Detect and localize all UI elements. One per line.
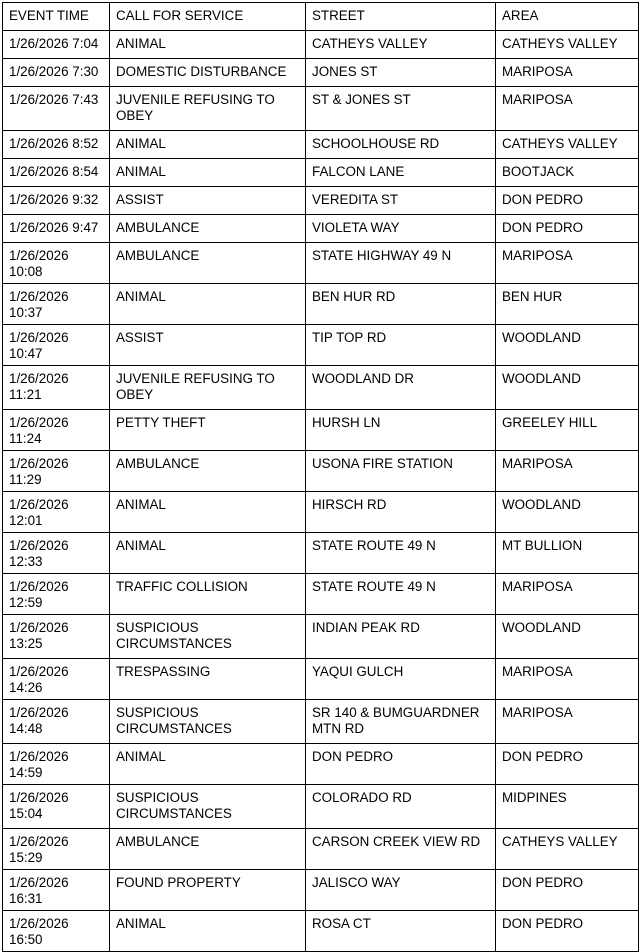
street-cell: INDIAN PEAK RD (306, 615, 496, 659)
street-cell: VIOLETA WAY (306, 215, 496, 243)
area-cell: MARIPOSA (496, 243, 639, 284)
call-type-cell: ANIMAL (110, 159, 306, 187)
event-time-cell: 1/26/2026 9:32 (3, 187, 110, 215)
column-header-call-for-service: CALL FOR SERVICE (110, 3, 306, 31)
area-cell: GREELEY HILL (496, 410, 639, 451)
table-row (3, 410, 639, 451)
street-cell: SR 140 & BUMGUARDNER MTN RD (306, 700, 496, 744)
area-cell: WOODLAND (496, 325, 639, 366)
area-cell: MARIPOSA (496, 659, 639, 700)
call-type-cell: SUSPICIOUS CIRCUMSTANCES (110, 700, 306, 744)
call-type-cell: FOUND PROPERTY (110, 870, 306, 911)
event-time-cell: 1/26/2026 13:25 (3, 615, 110, 659)
event-time-cell: 1/26/2026 7:30 (3, 59, 110, 87)
area-cell: CATHEYS VALLEY (496, 31, 639, 59)
event-time-cell: 1/26/2026 15:04 (3, 785, 110, 829)
street-cell: CATHEYS VALLEY (306, 31, 496, 59)
table-row (3, 159, 639, 187)
event-time-cell: 1/26/2026 16:31 (3, 870, 110, 911)
area-cell: DON PEDRO (496, 215, 639, 243)
table-row (3, 325, 639, 366)
call-type-cell: ANIMAL (110, 492, 306, 533)
table-header (3, 3, 639, 31)
street-cell: USONA FIRE STATION (306, 451, 496, 492)
call-type-cell: AMBULANCE (110, 243, 306, 284)
street-cell: JALISCO WAY (306, 870, 496, 911)
table-row (3, 87, 639, 131)
table-row (3, 492, 639, 533)
area-cell: DON PEDRO (496, 911, 639, 952)
area-cell: MARIPOSA (496, 451, 639, 492)
table-row (3, 366, 639, 410)
column-header-street: STREET (306, 3, 496, 31)
call-type-cell: DOMESTIC DISTURBANCE (110, 59, 306, 87)
event-time-cell: 1/26/2026 14:48 (3, 700, 110, 744)
event-time-cell: 1/26/2026 11:29 (3, 451, 110, 492)
call-type-cell: ANIMAL (110, 911, 306, 952)
call-type-cell: SUSPICIOUS CIRCUMSTANCES (110, 785, 306, 829)
table-row (3, 744, 639, 785)
header-row (3, 3, 639, 31)
call-type-cell: TRAFFIC COLLISION (110, 574, 306, 615)
area-cell: BOOTJACK (496, 159, 639, 187)
call-type-cell: ANIMAL (110, 131, 306, 159)
table-row (3, 829, 639, 870)
area-cell: MARIPOSA (496, 574, 639, 615)
street-cell: JONES ST (306, 59, 496, 87)
event-time-cell: 1/26/2026 14:26 (3, 659, 110, 700)
call-type-cell: PETTY THEFT (110, 410, 306, 451)
street-cell: WOODLAND DR (306, 366, 496, 410)
street-cell: FALCON LANE (306, 159, 496, 187)
table-row (3, 284, 639, 325)
call-type-cell: SUSPICIOUS CIRCUMSTANCES (110, 615, 306, 659)
event-time-cell: 1/26/2026 12:01 (3, 492, 110, 533)
street-cell: COLORADO RD (306, 785, 496, 829)
call-type-cell: ANIMAL (110, 284, 306, 325)
table-row (3, 700, 639, 744)
table-row (3, 785, 639, 829)
event-time-cell: 1/26/2026 8:52 (3, 131, 110, 159)
event-time-cell: 1/26/2026 10:47 (3, 325, 110, 366)
column-header-area: AREA (496, 3, 639, 31)
street-cell: CARSON CREEK VIEW RD (306, 829, 496, 870)
event-time-cell: 1/26/2026 15:29 (3, 829, 110, 870)
call-type-cell: TRESPASSING (110, 659, 306, 700)
event-time-cell: 1/26/2026 11:24 (3, 410, 110, 451)
table-row (3, 243, 639, 284)
event-time-cell: 1/26/2026 16:50 (3, 911, 110, 952)
event-time-cell: 1/26/2026 12:33 (3, 533, 110, 574)
table-body (3, 31, 639, 952)
table-row (3, 451, 639, 492)
call-type-cell: JUVENILE REFUSING TO OBEY (110, 87, 306, 131)
table-row (3, 131, 639, 159)
call-type-cell: ANIMAL (110, 31, 306, 59)
area-cell: MARIPOSA (496, 59, 639, 87)
area-cell: MARIPOSA (496, 700, 639, 744)
table-row (3, 615, 639, 659)
table-row (3, 59, 639, 87)
event-time-cell: 1/26/2026 11:21 (3, 366, 110, 410)
area-cell: MIDPINES (496, 785, 639, 829)
column-header-event-time: EVENT TIME (3, 3, 110, 31)
event-time-cell: 1/26/2026 14:59 (3, 744, 110, 785)
table-row (3, 215, 639, 243)
call-type-cell: AMBULANCE (110, 451, 306, 492)
area-cell: DON PEDRO (496, 744, 639, 785)
call-type-cell: ANIMAL (110, 744, 306, 785)
event-time-cell: 1/26/2026 7:43 (3, 87, 110, 131)
event-time-cell: 1/26/2026 10:08 (3, 243, 110, 284)
area-cell: BEN HUR (496, 284, 639, 325)
area-cell: MT BULLION (496, 533, 639, 574)
call-type-cell: AMBULANCE (110, 215, 306, 243)
street-cell: HURSH LN (306, 410, 496, 451)
area-cell: MARIPOSA (496, 87, 639, 131)
table-row (3, 31, 639, 59)
street-cell: TIP TOP RD (306, 325, 496, 366)
table-row (3, 574, 639, 615)
street-cell: STATE HIGHWAY 49 N (306, 243, 496, 284)
table-row (3, 659, 639, 700)
street-cell: STATE ROUTE 49 N (306, 574, 496, 615)
street-cell: STATE ROUTE 49 N (306, 533, 496, 574)
street-cell: ROSA CT (306, 911, 496, 952)
street-cell: ST & JONES ST (306, 87, 496, 131)
street-cell: YAQUI GULCH (306, 659, 496, 700)
event-time-cell: 1/26/2026 10:37 (3, 284, 110, 325)
street-cell: SCHOOLHOUSE RD (306, 131, 496, 159)
street-cell: VEREDITA ST (306, 187, 496, 215)
call-type-cell: ASSIST (110, 187, 306, 215)
event-time-cell: 1/26/2026 9:47 (3, 215, 110, 243)
area-cell: DON PEDRO (496, 187, 639, 215)
table-row (3, 911, 639, 952)
event-time-cell: 1/26/2026 12:59 (3, 574, 110, 615)
street-cell: DON PEDRO (306, 744, 496, 785)
call-type-cell: JUVENILE REFUSING TO OBEY (110, 366, 306, 410)
area-cell: CATHEYS VALLEY (496, 829, 639, 870)
table-row (3, 187, 639, 215)
area-cell: DON PEDRO (496, 870, 639, 911)
call-log-table (2, 2, 639, 952)
street-cell: HIRSCH RD (306, 492, 496, 533)
event-time-cell: 1/26/2026 8:54 (3, 159, 110, 187)
area-cell: WOODLAND (496, 366, 639, 410)
table-row (3, 533, 639, 574)
call-type-cell: ASSIST (110, 325, 306, 366)
street-cell: BEN HUR RD (306, 284, 496, 325)
area-cell: CATHEYS VALLEY (496, 131, 639, 159)
event-time-cell: 1/26/2026 7:04 (3, 31, 110, 59)
call-type-cell: ANIMAL (110, 533, 306, 574)
call-type-cell: AMBULANCE (110, 829, 306, 870)
table-row (3, 870, 639, 911)
area-cell: WOODLAND (496, 492, 639, 533)
area-cell: WOODLAND (496, 615, 639, 659)
